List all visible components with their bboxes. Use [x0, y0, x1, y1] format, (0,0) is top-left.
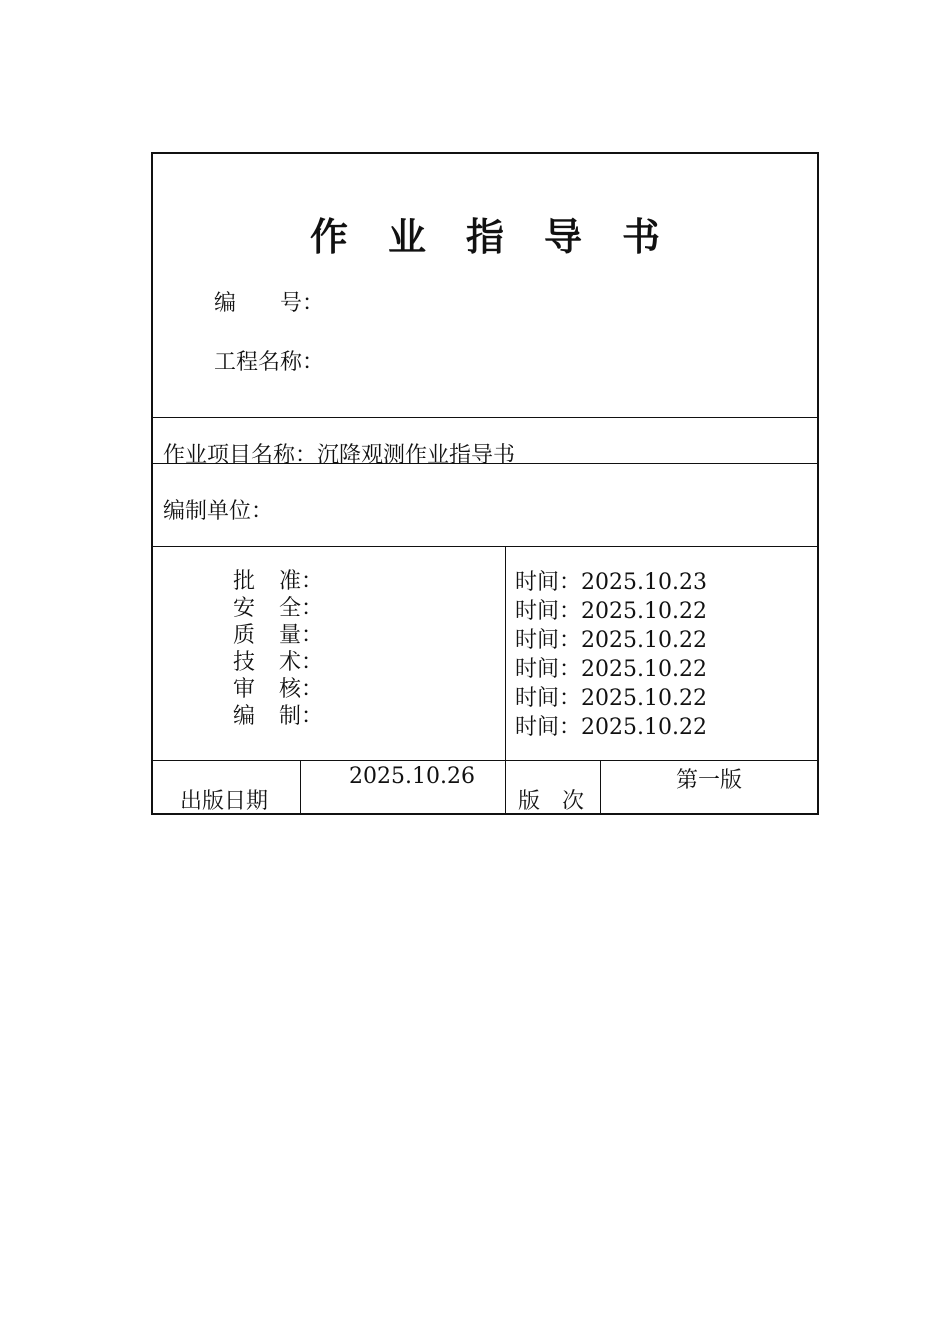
signoff-time: 时间：2025.10.22	[515, 715, 707, 740]
title-char: 导	[544, 215, 583, 259]
title-char: 指	[465, 215, 504, 259]
divider	[153, 546, 817, 547]
signoff-time: 时间：2025.10.22	[515, 599, 707, 624]
publish-date-label: 出版日期	[180, 789, 269, 814]
signoff-time: 时间：2025.10.23	[515, 570, 707, 595]
work-item-name: 作业项目名称：沉降观测作业指导书	[163, 443, 516, 468]
signoff-item: 审 核：	[233, 677, 323, 702]
signoff-item: 编 制：	[233, 704, 323, 729]
title-char: 业	[387, 215, 426, 259]
signoff-time: 时间：2025.10.22	[515, 686, 707, 711]
column-divider	[505, 546, 506, 815]
number-label: 编 号：	[214, 291, 325, 316]
edition-label: 版 次	[518, 789, 585, 814]
signoff-item: 技 术：	[233, 650, 323, 675]
title-char: 作	[309, 215, 348, 259]
divider	[153, 417, 817, 418]
signoff-item: 批 准：	[233, 569, 323, 594]
signoff-item: 质 量：	[233, 623, 323, 648]
column-divider	[300, 760, 301, 815]
title-char: 书	[622, 215, 661, 259]
divider	[153, 760, 817, 761]
signoff-list	[233, 568, 323, 730]
document-title	[153, 206, 817, 261]
column-divider	[600, 760, 601, 815]
signoff-time: 时间：2025.10.22	[515, 657, 707, 682]
publish-date-value: 2025.10.26	[349, 764, 475, 789]
signoff-time: 时间：2025.10.22	[515, 628, 707, 653]
edition-value: 第一版	[676, 768, 743, 793]
compile-unit-label: 编制单位：	[163, 499, 274, 524]
divider	[153, 463, 817, 464]
document-form	[151, 152, 819, 815]
signoff-item: 安 全：	[233, 596, 323, 621]
project-name-label: 工程名称：	[214, 350, 325, 375]
signoff-times	[515, 568, 707, 742]
